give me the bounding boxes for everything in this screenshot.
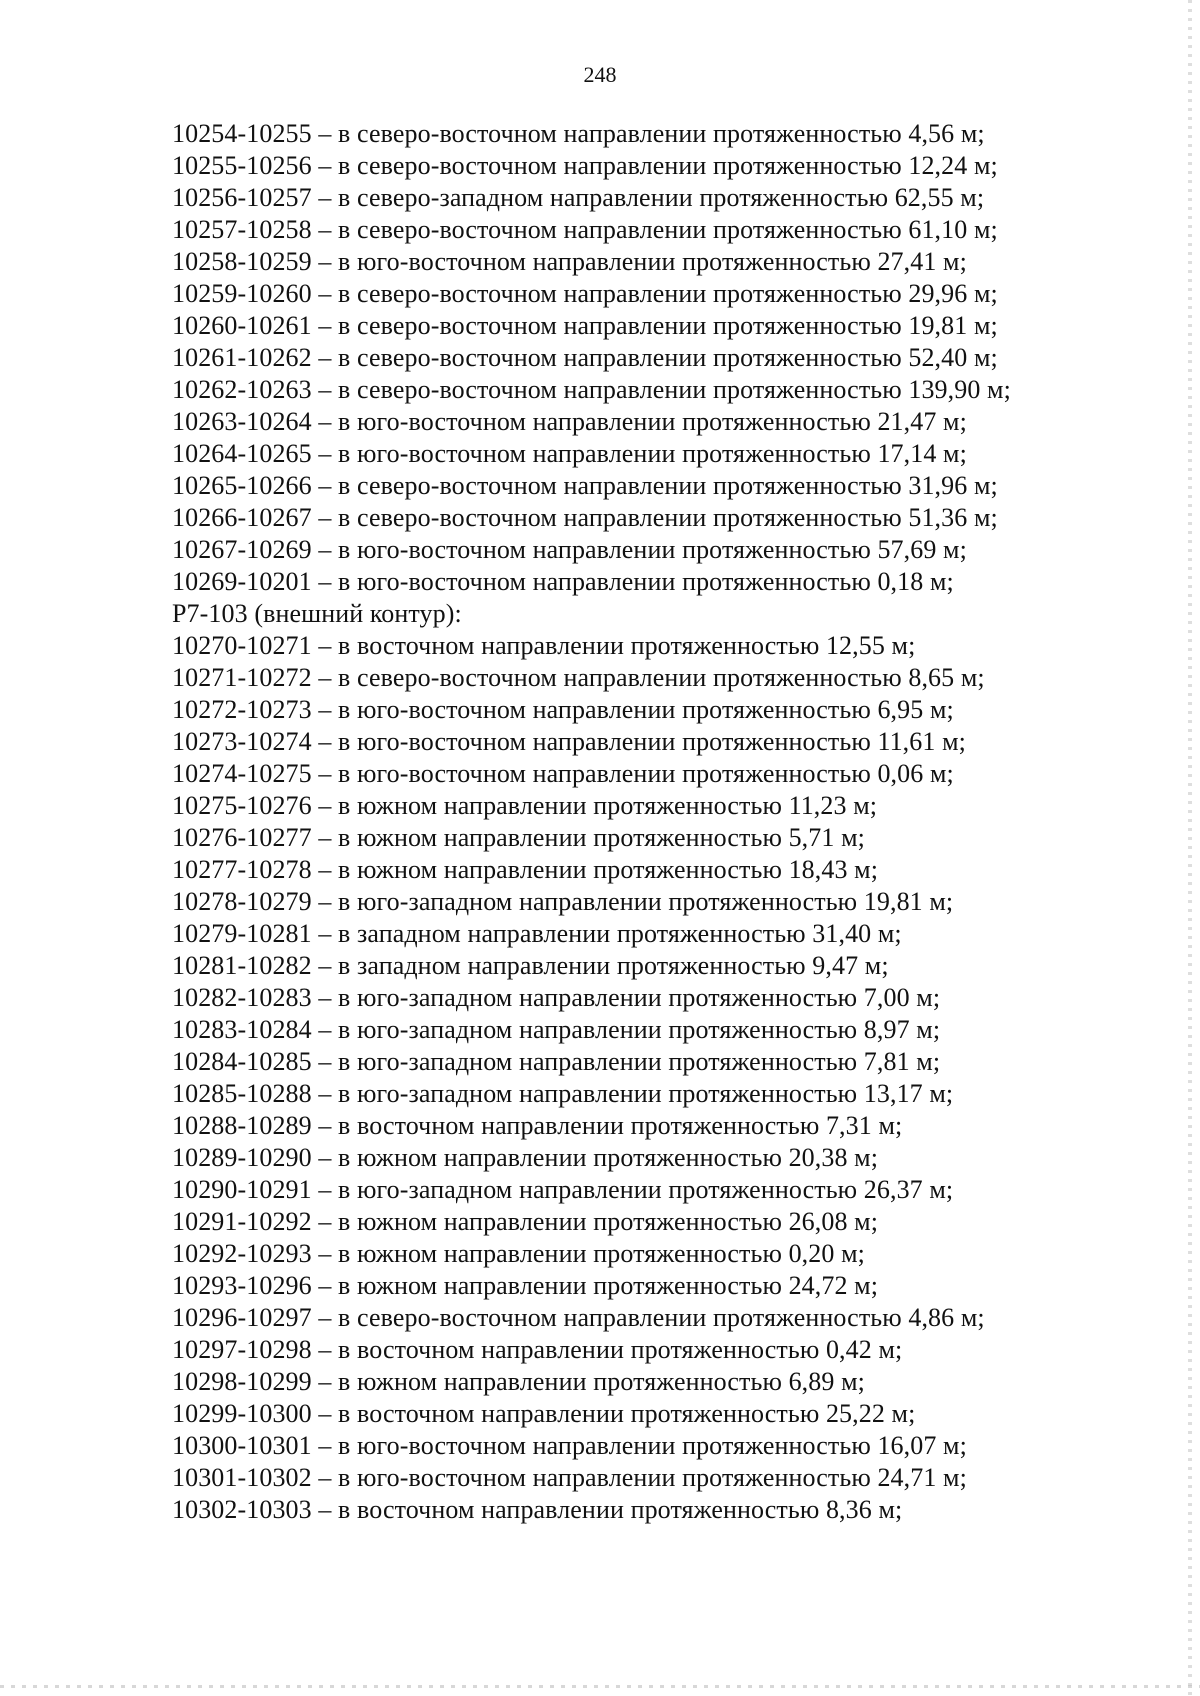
list-item: 10300-10301 – в юго-восточном направлении протяженностью 16,07 м; — [172, 1431, 967, 1460]
list-item: 10263-10264 – в юго-восточном направлении протяженностью 21,47 м; — [172, 407, 967, 436]
list-item: 10284-10285 – в юго-западном направлении протяженностью 7,81 м; — [172, 1047, 941, 1076]
list-item: 10257-10258 – в северо-восточном направлении протяженностью 61,10 м; — [172, 215, 998, 244]
list-item: 10296-10297 – в северо-восточном направлении протяженностью 4,86 м; — [172, 1303, 985, 1332]
list-item: 10291-10292 – в южном направлении протяженностью 26,08 м; — [172, 1207, 879, 1236]
list-item: 10264-10265 – в юго-восточном направлении протяженностью 17,14 м; — [172, 439, 967, 468]
list-item: 10288-10289 – в восточном направлении протяженностью 7,31 м; — [172, 1111, 903, 1140]
list-item: 10290-10291 – в юго-западном направлении протяженностью 26,37 м; — [172, 1175, 954, 1204]
list-item: 10265-10266 – в северо-восточном направлении протяженностью 31,96 м; — [172, 471, 998, 500]
list-item: 10289-10290 – в южном направлении протяженностью 20,38 м; — [172, 1143, 879, 1172]
list-item: 10293-10296 – в южном направлении протяженностью 24,72 м; — [172, 1271, 879, 1300]
scan-edge-bottom — [0, 1685, 1200, 1688]
list-item: 10274-10275 – в юго-восточном направлении протяженностью 0,06 м; — [172, 759, 954, 788]
list-item: 10292-10293 – в южном направлении протяженностью 0,20 м; — [172, 1239, 865, 1268]
list-item: 10259-10260 – в северо-восточном направлении протяженностью 29,96 м; — [172, 279, 998, 308]
list-item: 10256-10257 – в северо-западном направлении протяженностью 62,55 м; — [172, 183, 985, 212]
list-item: 10272-10273 – в юго-восточном направлении протяженностью 6,95 м; — [172, 695, 954, 724]
list-item: 10283-10284 – в юго-западном направлении протяженностью 8,97 м; — [172, 1015, 941, 1044]
list-item: 10262-10263 – в северо-восточном направлении протяженностью 139,90 м; — [172, 375, 1011, 404]
list-item: 10254-10255 – в северо-восточном направлении протяженностью 4,56 м; — [172, 119, 985, 148]
list-item: 10279-10281 – в западном направлении протяженностью 31,40 м; — [172, 919, 902, 948]
list-item: 10266-10267 – в северо-восточном направлении протяженностью 51,36 м; — [172, 503, 998, 532]
list-item: 10270-10271 – в восточном направлении протяженностью 12,55 м; — [172, 631, 916, 660]
list-item: 10271-10272 – в северо-восточном направлении протяженностью 8,65 м; — [172, 663, 985, 692]
section-heading: Р7-103 (внешний контур): — [172, 599, 462, 628]
list-item: 10267-10269 – в юго-восточном направлении протяженностью 57,69 м; — [172, 535, 967, 564]
list-item: 10276-10277 – в южном направлении протяженностью 5,71 м; — [172, 823, 865, 852]
list-item: 10258-10259 – в юго-восточном направлении протяженностью 27,41 м; — [172, 247, 967, 276]
list-item: 10302-10303 – в восточном направлении протяженностью 8,36 м; — [172, 1495, 903, 1524]
list-item: 10281-10282 – в западном направлении протяженностью 9,47 м; — [172, 951, 889, 980]
list-item: 10285-10288 – в юго-западном направлении протяженностью 13,17 м; — [172, 1079, 954, 1108]
segment-list — [172, 118, 1172, 1526]
list-item: 10277-10278 – в южном направлении протяженностью 18,43 м; — [172, 855, 879, 884]
list-item: 10260-10261 – в северо-восточном направлении протяженностью 19,81 м; — [172, 311, 998, 340]
list-item: 10301-10302 – в юго-восточном направлении протяженностью 24,71 м; — [172, 1463, 967, 1492]
list-item: 10299-10300 – в восточном направлении протяженностью 25,22 м; — [172, 1399, 916, 1428]
list-item: 10269-10201 – в юго-восточном направлении протяженностью 0,18 м; — [172, 567, 954, 596]
list-item: 10298-10299 – в южном направлении протяженностью 6,89 м; — [172, 1367, 865, 1396]
list-item: 10273-10274 – в юго-восточном направлении протяженностью 11,61 м; — [172, 727, 966, 756]
list-item: 10278-10279 – в юго-западном направлении протяженностью 19,81 м; — [172, 887, 954, 916]
list-item: 10255-10256 – в северо-восточном направлении протяженностью 12,24 м; — [172, 151, 998, 180]
scan-edge-right — [1188, 0, 1192, 1696]
list-item: 10297-10298 – в восточном направлении протяженностью 0,42 м; — [172, 1335, 903, 1364]
list-item: 10282-10283 – в юго-западном направлении протяженностью 7,00 м; — [172, 983, 941, 1012]
list-item: 10261-10262 – в северо-восточном направлении протяженностью 52,40 м; — [172, 343, 998, 372]
page-number: 248 — [583, 62, 617, 87]
list-item: 10275-10276 – в южном направлении протяженностью 11,23 м; — [172, 791, 878, 820]
